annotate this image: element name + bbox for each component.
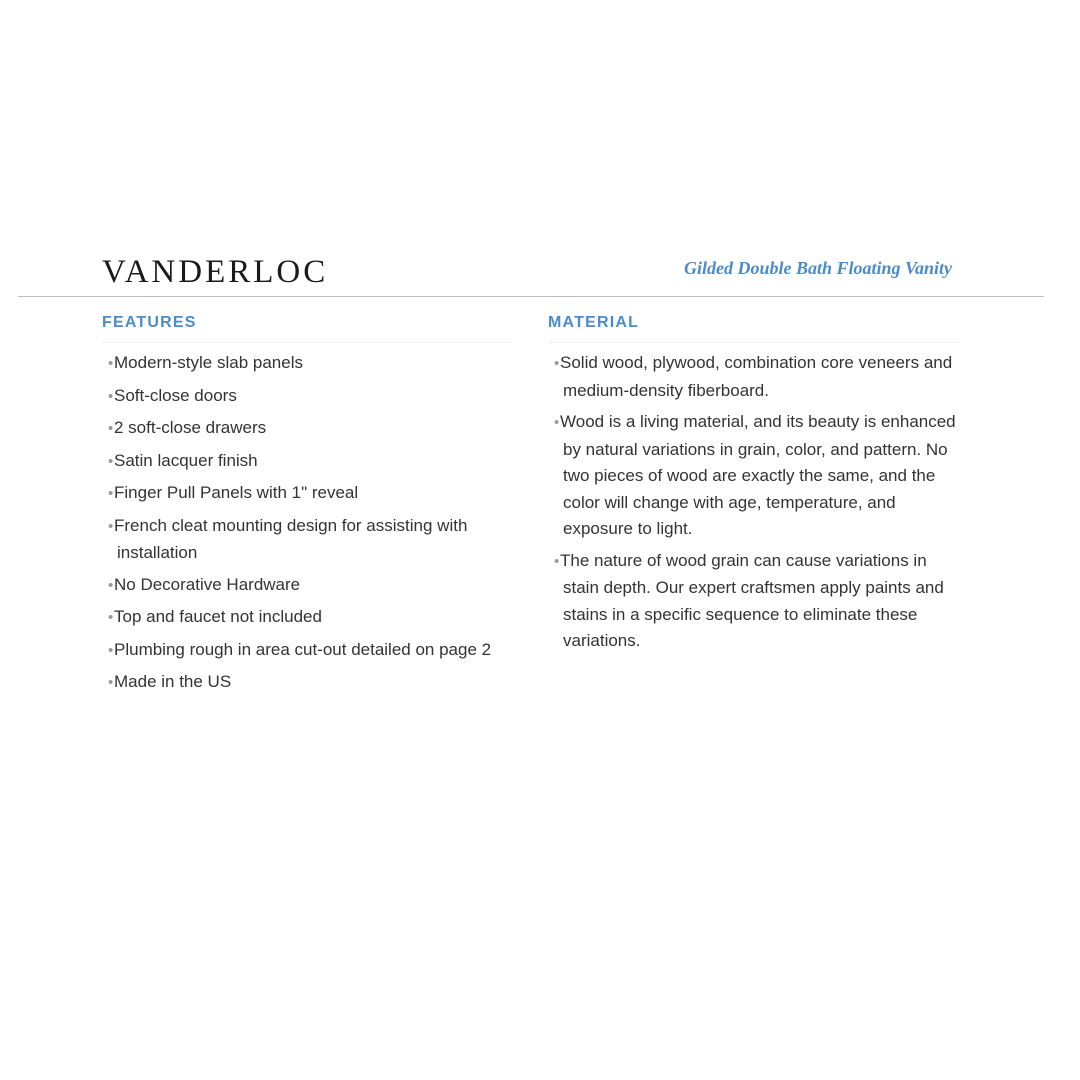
material-heading: MATERIAL — [548, 313, 960, 343]
list-item-text: Finger Pull Panels with 1" reveal — [114, 483, 359, 502]
brand-logo: VANDERLOC — [102, 254, 329, 290]
bullet-icon: • — [108, 641, 114, 659]
list-item-text: Plumbing rough in area cut-out detailed on page 2 — [114, 639, 492, 659]
list-item-text: French cleat mounting design for assisting with installation — [114, 515, 468, 562]
list-item — [102, 415, 512, 443]
list-item — [102, 513, 512, 567]
bullet-icon: • — [108, 452, 114, 470]
bullet-icon: • — [554, 552, 560, 570]
list-item — [102, 350, 512, 378]
bullet-icon: • — [108, 420, 114, 437]
list-item-text: Wood is a living material, and its beauty is enhanced by natural variations in grain, color, and pattern. No two pieces of wood are exactly the same, and the color will change with age, temperature, and exposure to light. — [560, 412, 956, 538]
list-item-text: Top and faucet not included — [114, 607, 322, 626]
features-heading: FEATURES — [102, 313, 512, 343]
list-item — [102, 448, 512, 476]
product-title: Gilded Double Bath Floating Vanity — [683, 258, 952, 278]
bullet-icon: • — [108, 609, 114, 626]
bullet-icon: • — [554, 414, 560, 431]
list-item — [548, 548, 960, 655]
list-item-text: Soft-close doors — [114, 385, 237, 405]
list-item — [548, 350, 960, 404]
list-item — [102, 604, 512, 632]
features-section — [102, 313, 512, 702]
list-item — [102, 637, 512, 665]
list-item-text: Made in the US — [114, 672, 232, 691]
list-item — [102, 480, 512, 508]
list-item-text: Satin lacquer finish — [114, 450, 258, 470]
bullet-icon: • — [108, 517, 114, 535]
features-list — [102, 350, 512, 697]
list-item-text: Modern-style slab panels — [114, 353, 303, 372]
list-item-text: The nature of wood grain can cause variations in stain depth. Our expert craftsmen apply paints and stains in a specific sequence to eliminate these variations. — [560, 550, 944, 650]
list-item — [102, 572, 512, 600]
list-item — [548, 409, 960, 543]
bullet-icon: • — [108, 674, 114, 691]
material-section — [548, 313, 960, 660]
bullet-icon: • — [108, 576, 114, 594]
bullet-icon: • — [108, 387, 114, 405]
bullet-icon: • — [554, 355, 560, 372]
header-divider — [18, 296, 1044, 297]
list-item-text: No Decorative Hardware — [114, 574, 301, 594]
bullet-icon: • — [108, 355, 114, 372]
material-list — [548, 350, 960, 655]
list-item — [102, 383, 512, 411]
list-item-text: 2 soft-close drawers — [114, 418, 267, 437]
list-item-text: Solid wood, plywood, combination core veneers and medium-density fiberboard. — [560, 353, 953, 400]
list-item — [102, 669, 512, 697]
bullet-icon: • — [108, 485, 114, 502]
